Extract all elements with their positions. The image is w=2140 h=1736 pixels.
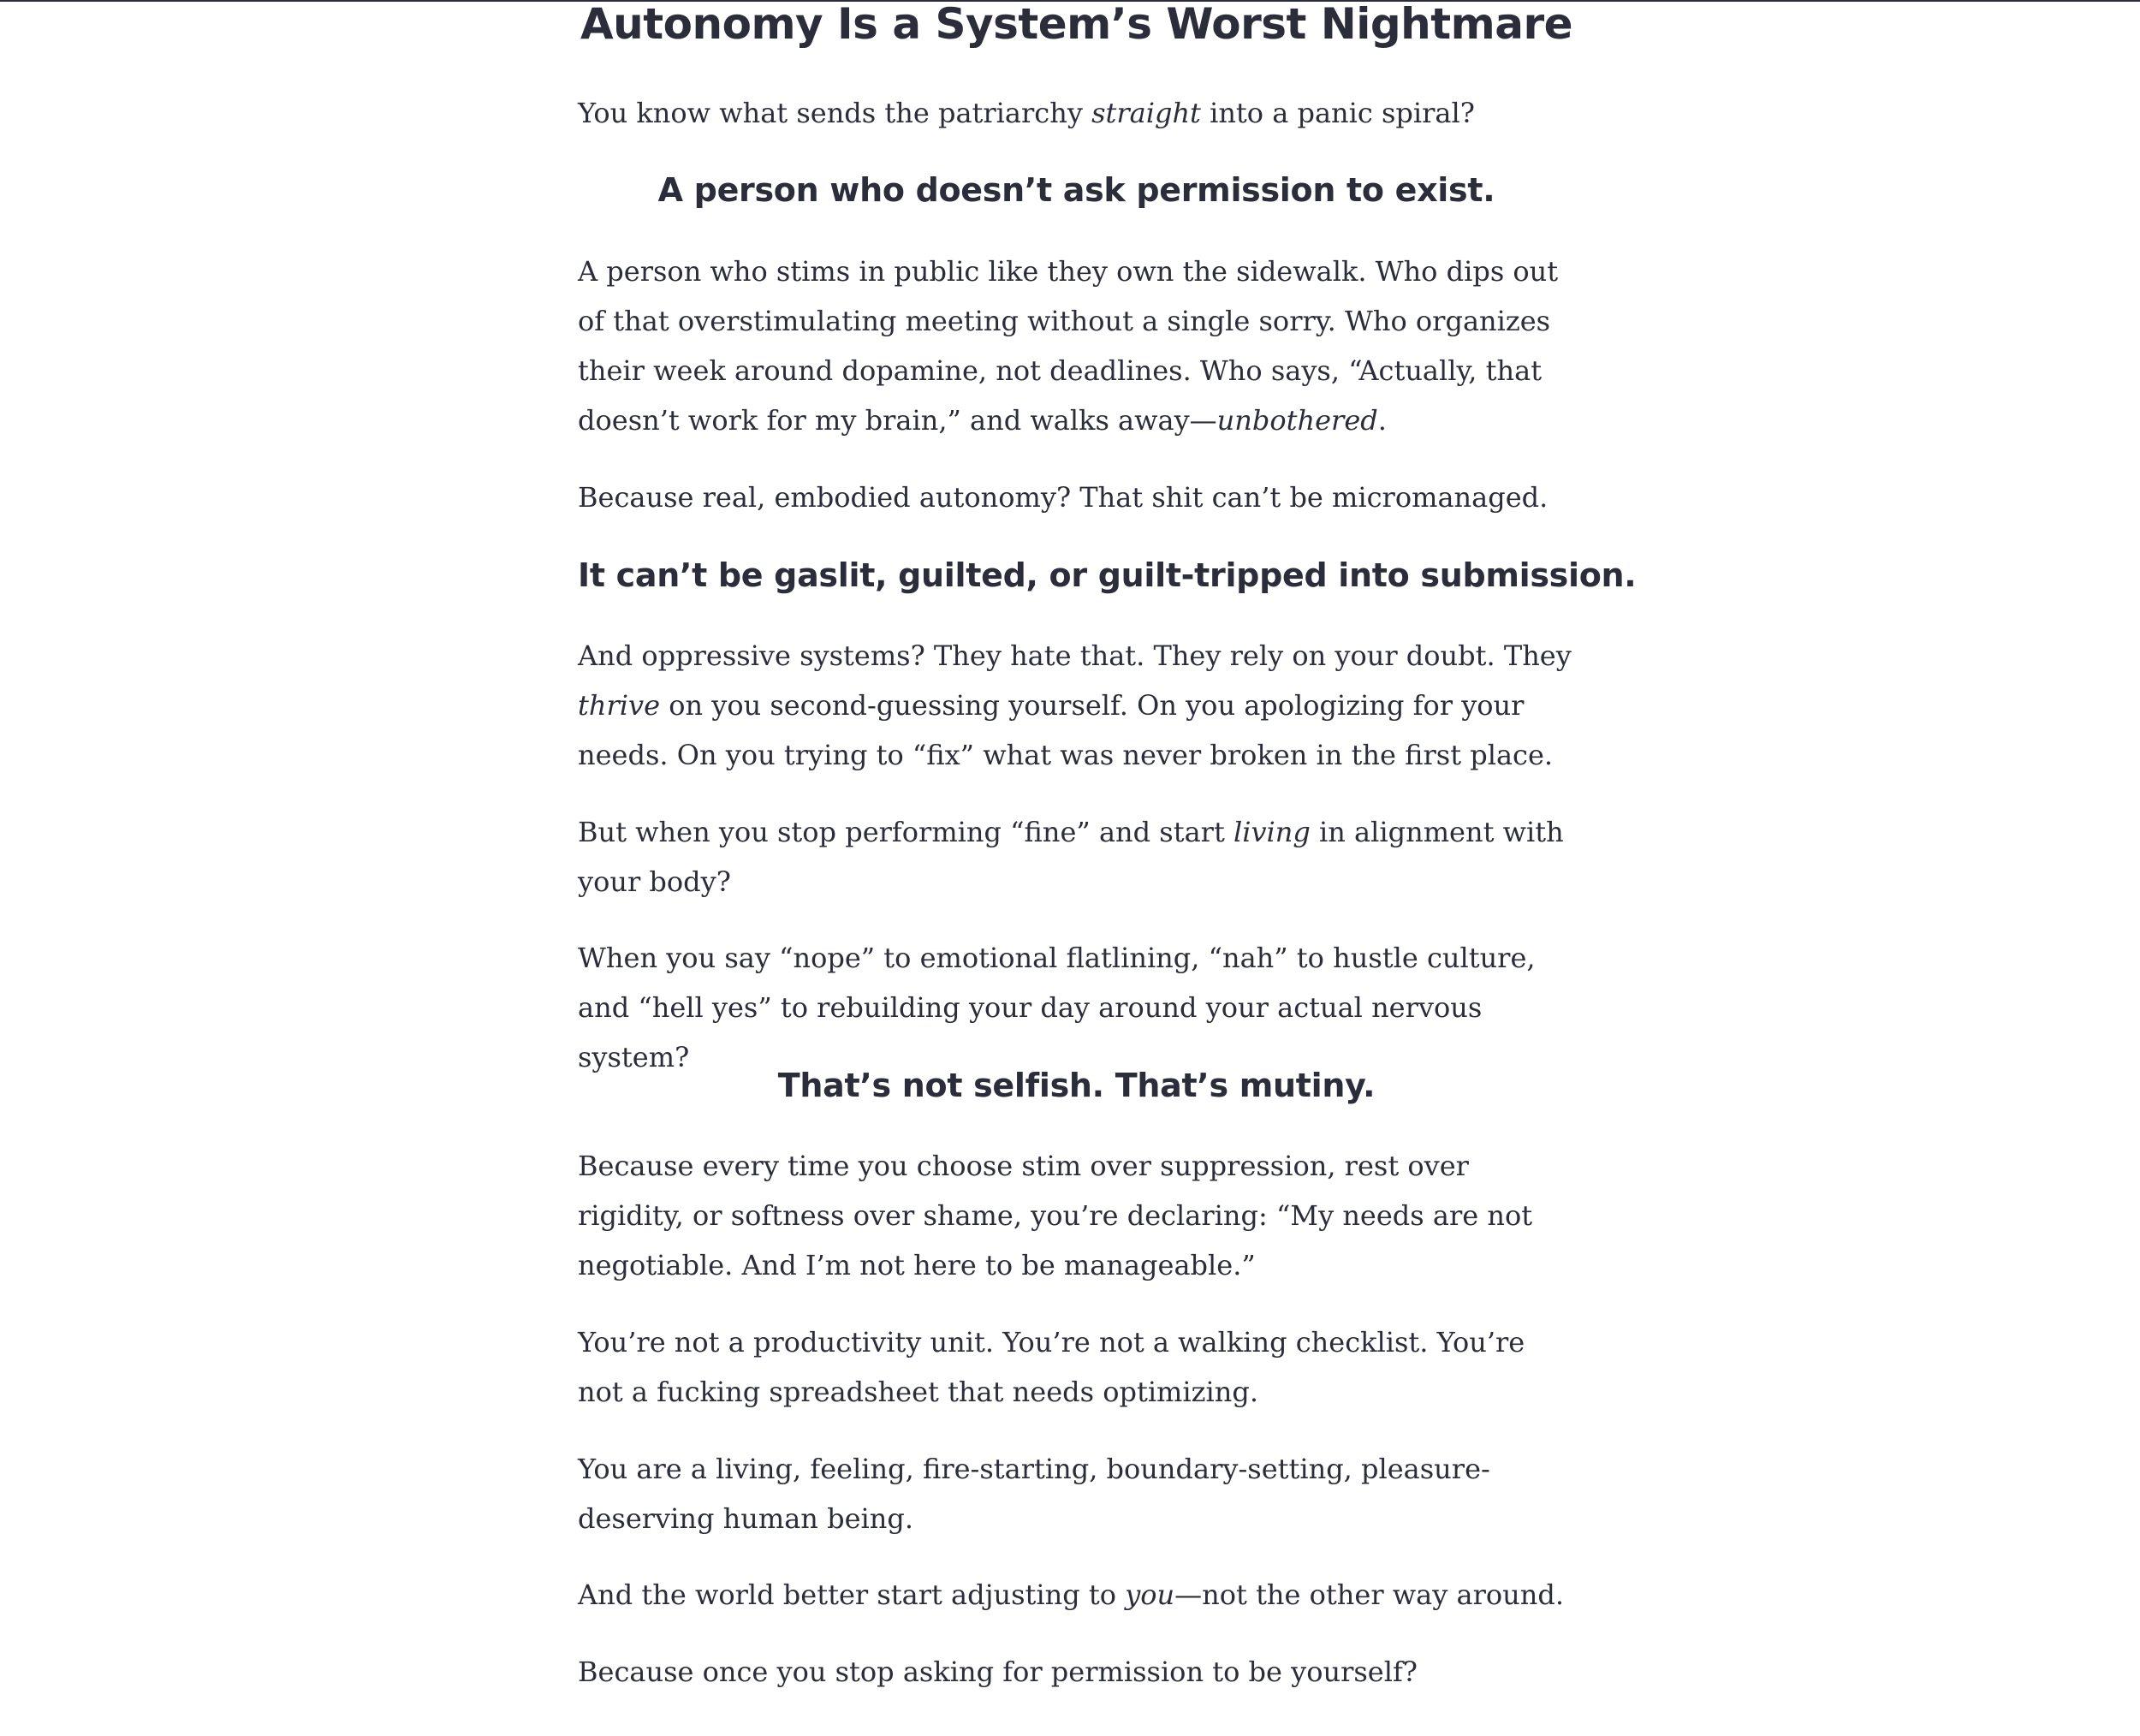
paragraph-autonomy: Because real, embodied autonomy? That shit can’t be micromanaged. — [578, 481, 1549, 514]
text-run: . — [1377, 404, 1387, 437]
paragraph-oppressive — [578, 631, 1575, 780]
text-run: into a panic spiral? — [1200, 97, 1475, 129]
emphasis-text: thrive — [578, 689, 661, 722]
text-run: And the world better start adjusting to — [578, 1578, 1126, 1611]
paragraph-intro — [578, 88, 1575, 138]
pull-heading-permission: A person who doesn’t ask permission to exist. — [657, 171, 1495, 209]
paragraph-human-being: You are a living, feeling, fire-starting, boundary-setting, pleasure-deserving human being. — [578, 1453, 1490, 1535]
paragraph-nervous-system: When you say “nope” to emotional flatlining, “nah” to hustle culture, and “hell yes” to rebuilding your day around your actual nervous system? — [578, 942, 1536, 1073]
paragraph-person — [578, 247, 1575, 445]
text-run: And oppressive systems? They hate that. They rely on your doubt. They — [578, 639, 1572, 672]
text-run: in alignment with your body? — [578, 816, 1564, 898]
paragraph-world — [578, 1570, 1575, 1620]
paragraph-alignment — [578, 807, 1575, 907]
pull-heading-mutiny: That’s not selfish. That’s mutiny. — [777, 1067, 1376, 1104]
text-run: A person who stims in public like they own the sidewalk. Who dips out of that overstimulating meeting without a single sorry. Who organizes their week around dopamine, not deadlines. Who says, “Actually, that doesn’t work for my brain,” and walks away— — [578, 255, 1559, 437]
emphasis-text: unbothered — [1216, 404, 1378, 437]
text-run: But when you stop performing “fine” and start — [578, 816, 1233, 848]
emphasis-text: living — [1233, 816, 1311, 848]
text-run: on you second-guessing yourself. On you apologizing for your needs. On you trying to “fix” what was never broken in the first place. — [578, 689, 1554, 771]
text-run: You know what sends the patriarchy — [578, 97, 1092, 129]
pull-heading-gaslit: It can’t be gaslit, guilted, or guilt-tripped into submission. — [578, 556, 1637, 594]
section-title: Autonomy Is a System’s Worst Nightmare — [580, 0, 1573, 49]
emphasis-text: straight — [1091, 97, 1201, 129]
paragraph-declaring: Because every time you choose stim over suppression, rest over rigidity, or softness over shame, you’re declaring: “My needs are not negotiable. And I’m not here to be manageable.” — [578, 1150, 1533, 1281]
paragraph-productivity: You’re not a productivity unit. You’re not a walking checklist. You’re not a fucking spreadsheet that needs optimizing. — [578, 1326, 1525, 1408]
emphasis-text: you — [1125, 1578, 1175, 1611]
paragraph-permission: Because once you stop asking for permission to be yourself? — [578, 1656, 1418, 1688]
text-run: —not the other way around. — [1174, 1578, 1565, 1611]
